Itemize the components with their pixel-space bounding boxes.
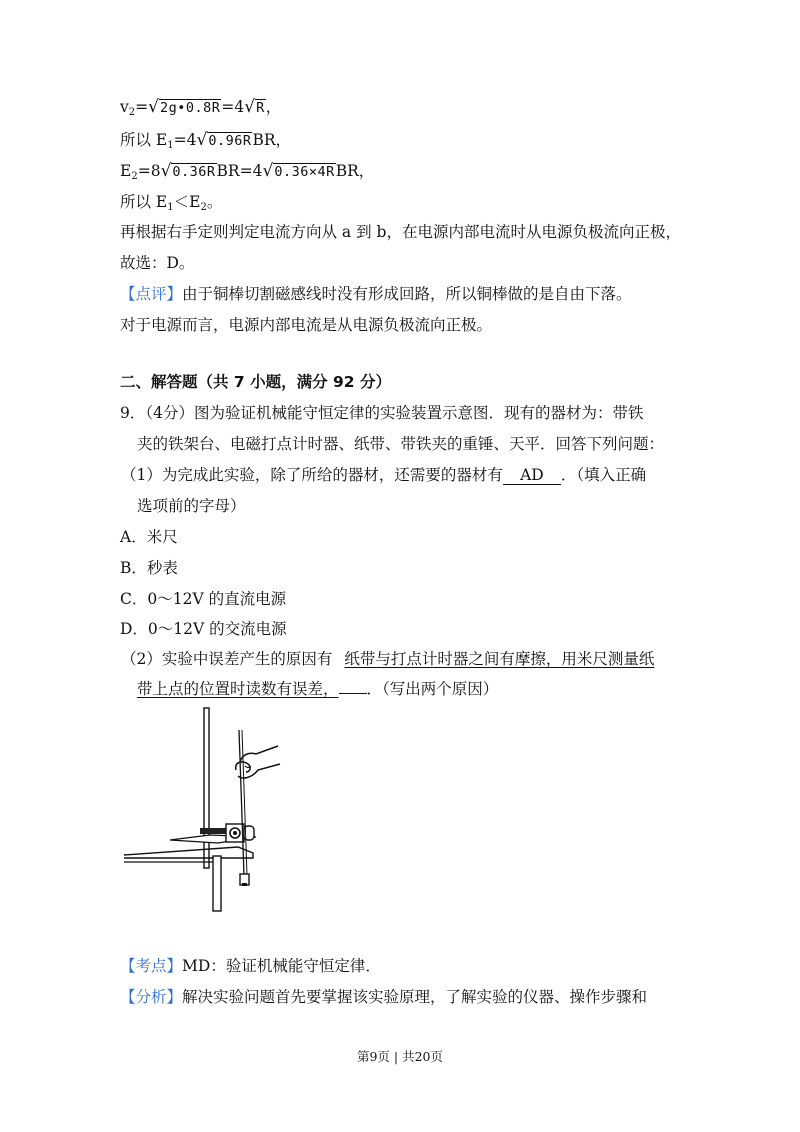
part1-answer: AD <box>503 466 561 485</box>
section-title: 二、解答题（共 7 小题，满分 92 分） <box>120 373 391 391</box>
sqrt-expression: √2g•0.8R <box>148 97 221 117</box>
part2-answer-2: 带上点的位置时读数有误差， <box>137 680 339 698</box>
part1-line: （1）为完成此实验，除了所给的器材，还需要的器材有 AD ．（填入正确 <box>121 466 647 484</box>
option-a: A．米尺 <box>120 528 178 546</box>
question-stem-2: 夹的铁架台、电磁打点计时器、纸带、带铁夹的重锤、天平．回答下列问题： <box>137 435 665 453</box>
fenxi-tag: 【分析】 <box>120 988 183 1006</box>
comment-text-2: 对于电源而言，电源内部电流是从电源负极流向正极。 <box>120 316 493 334</box>
part2-line-2: 带上点的位置时读数有误差， ．（写出两个原因） <box>137 680 499 698</box>
direction-text: 再根据右手定则判定电流方向从 a 到 b，在电源内部电流时从电源负极流向正极， <box>120 223 681 241</box>
kaodian-tag: 【考点】 <box>120 957 183 975</box>
comment-tag: 【点评】 <box>120 285 183 303</box>
option-c: C．0～12V 的直流电源 <box>120 590 287 608</box>
page-footer: 第9页 | 共20页 <box>356 1049 444 1064</box>
kaodian-line <box>120 955 381 977</box>
comment-text: 由于铜棒切割磁感线时没有形成回路，所以铜棒做的是自由下落。 <box>182 285 632 303</box>
choice-text: 故选：D。 <box>120 254 195 272</box>
equation-compare: 所以 $E_1<E_2$。 <box>120 193 223 213</box>
fenxi-line <box>120 986 647 1008</box>
fenxi-text: 解决实验问题首先要掌握该实验原理，了解实验的仪器、操作步骤和 <box>182 988 648 1006</box>
apparatus-figure <box>118 700 298 915</box>
question-stem-1: 9．（4分）图为验证机械能守恒定律的实验装置示意图．现有的器材为：带铁 <box>120 404 644 422</box>
equation-e2: $E_2=8√0.36RBR=4√0.36\times 4RBR$， <box>120 161 375 182</box>
part1-line-2: 选项前的字母） <box>137 497 246 515</box>
option-b: B．秒表 <box>120 559 178 577</box>
part2-answer-1: 纸带与打点计时器之间有摩擦，用米尺测量纸 <box>344 650 655 668</box>
equation-v2: $v_2=√2g•0.8R=4√R$， <box>120 97 282 118</box>
option-d: D．0～12V 的交流电源 <box>120 620 287 638</box>
part2-line: （2）实验中误差产生的原因有 纸带与打点计时器之间有摩擦，用米尺测量纸 <box>121 650 655 668</box>
comment-line <box>120 283 632 305</box>
kaodian-text: MD：验证机械能守恒定律． <box>182 957 381 975</box>
equation-e1: 所以 $E_1=4√0.96RBR$， <box>120 130 292 151</box>
